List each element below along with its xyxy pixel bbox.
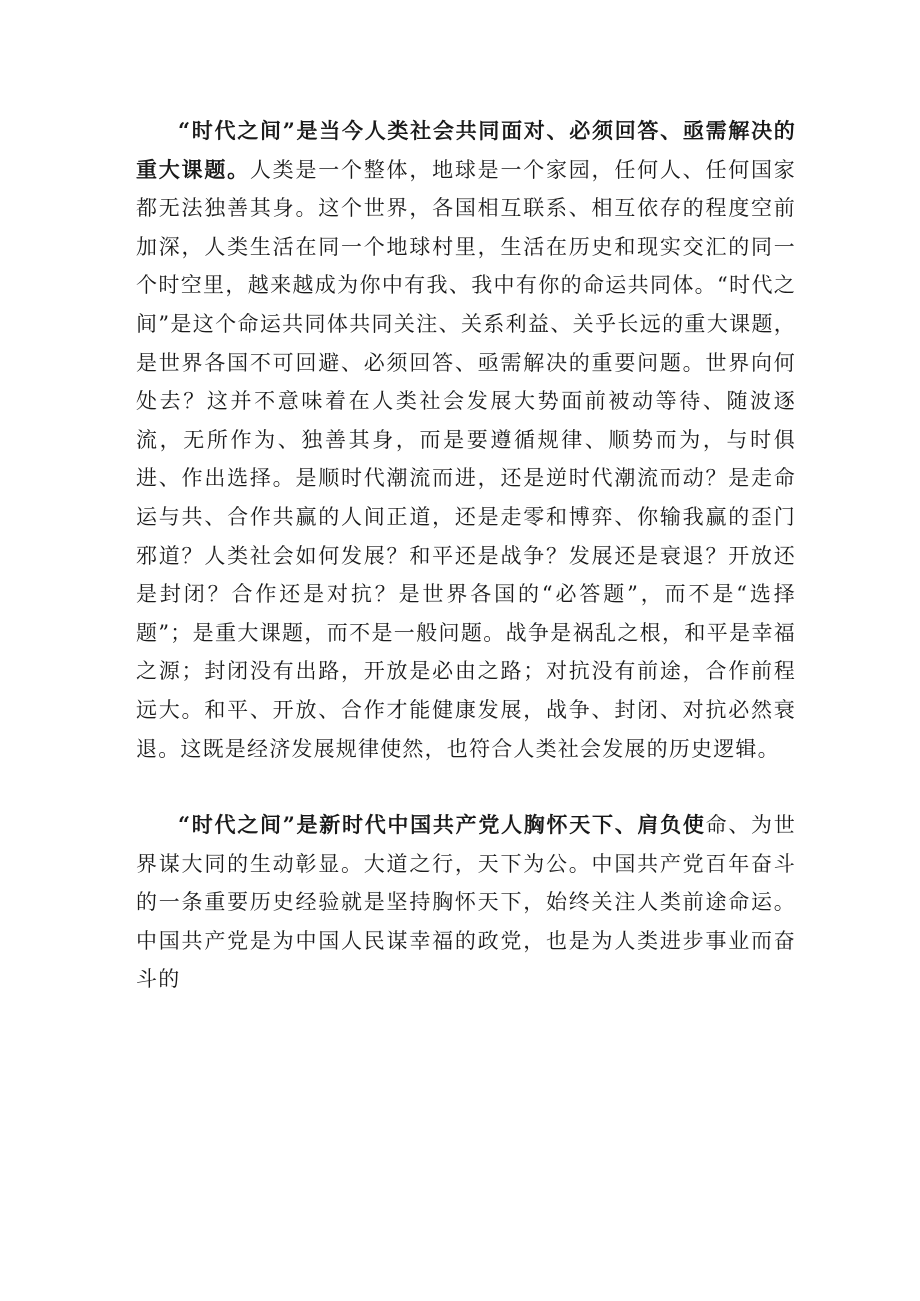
paragraph-1-lead: “时代之间”是当今人类社会共同面对、必须回答、亟需解决的重大课题。 <box>136 118 796 182</box>
paragraph-2-lead: “时代之间”是新时代中国共产党人胸怀天下、肩负使 <box>178 812 706 838</box>
paragraph-1 <box>136 112 796 768</box>
paragraph-2 <box>136 806 796 999</box>
paragraph-1-body: 人类是一个整体，地球是一个家园，任何人、任何国家都无法独善其身。这个世界，各国相互联系、相互依存的程度空前加深，人类生活在同一个地球村里，生活在历史和现实交汇的同一个时空里，越来越成为你中有我、我中有你的命运共同体。“时代之间”是这个命运共同体共同关注、关系利益、关乎长远的重大课题，是世界各国不可回避、必须回答、亟需解决的重要问题。世界向何处去？这并不意味着在人类社会发展大势面前被动等待、随波逐流，无所作为、独善其身，而是要遵循规律、顺势而为，与时俱进、作出选择。是顺时代潮流而进，还是逆时代潮流而动？是走命运与共、合作共赢的人间正道，还是走零和博弈、你输我赢的歪门邪道？人类社会如何发展？和平还是战争？发展还是衰退？开放还是封闭？合作还是对抗？是世界各国的“必答题”，而不是“选择题”；是重大课题，而不是一般问题。战争是祸乱之根，和平是幸福之源；封闭没有出路，开放是必由之路；对抗没有前途，合作前程远大。和平、开放、合作才能健康发展，战争、封闭、对抗必然衰退。这既是经济发展规律使然，也符合人类社会发展的历史逻辑。 <box>136 157 796 761</box>
document-page <box>136 112 796 999</box>
paragraph-2-body: 命、为世界谋大同的生动彰显。大道之行，天下为公。中国共产党百年奋斗的一条重要历史经验就是坚持胸怀天下，始终关注人类前途命运。中国共产党是为中国人民谋幸福的政党，也是为人类进步事业而奋斗的 <box>136 813 796 992</box>
